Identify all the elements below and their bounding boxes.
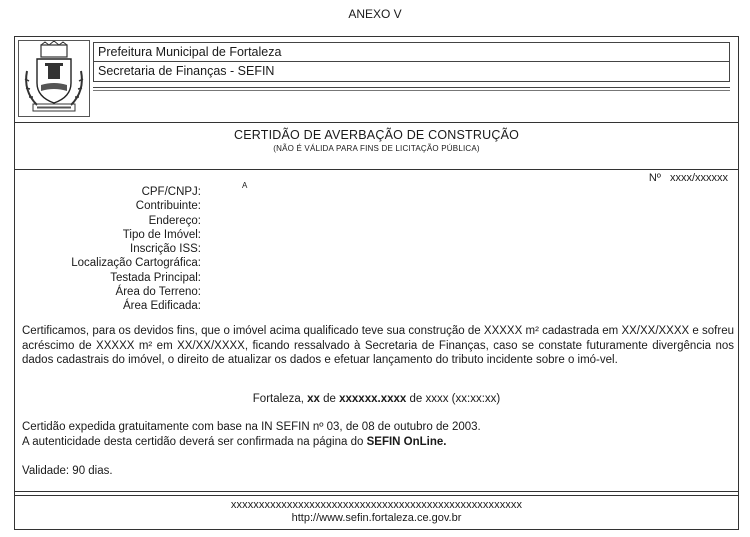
authenticity-note [22,435,734,450]
field-cpf-cnpj: CPF/CNPJ: [141,186,201,198]
place-date-line [15,393,738,405]
certificate-subtitle: (NÃO É VÁLIDA PARA FINS DE LICITAÇÃO PÚBLICA) [273,144,480,153]
certificate-footer [15,491,738,529]
field-localizacao: Localização Cartográfica: [71,257,201,270]
date-day: xx [307,393,320,405]
number-value: xxxx/xxxxxx [669,172,728,184]
number-label: Nº [648,172,661,184]
annex-title: ANEXO V [348,7,402,21]
issuance-paragraph [22,420,734,449]
certificate-header [15,37,738,123]
certificate-title: CERTIDÃO DE AVERBAÇÃO DE CONSTRUÇÃO [233,128,520,142]
coat-of-arms-icon [19,41,89,116]
coat-of-arms-logo [18,40,90,117]
field-area-edificada: Área Edificada: [123,300,201,313]
footer-divider [15,495,738,496]
small-mark: A [242,181,248,190]
field-testada: Testada Principal: [110,271,201,284]
field-contribuinte: Contribuinte: [135,200,201,213]
certification-paragraph: Certificamos, para os devidos fins, que o imóvel acima qualificado teve sua construção de XXXXX m² cadastrada em XX/XX/XXXX e sofreu acréscimo de XXXXX m² em XX/XX/XXXX, ficando ressalvado à Secretaria de Finanças, caso se constate futuramente divergência nos dados cadastrais do imóvel, o direito de atualizar os dados e efetuar lançamento do tributo incidente sobre o imó-vel. [22,325,734,367]
municipality-name: Prefeitura Municipal de Fortaleza [93,42,730,62]
header-divider-secondary [93,90,730,91]
sefin-url: http://www.sefin.fortaleza.ce.gov.br [291,512,462,524]
field-inscricao-iss: Inscrição ISS: [130,243,201,256]
field-endereco: Endereço: [148,214,201,227]
certificate-frame [14,36,739,530]
title-block [15,122,738,170]
validity-text: Validade: 90 dias. [22,465,113,477]
date-de: de [323,393,336,405]
verification-code: xxxxxxxxxxxxxxxxxxxxxxxxxxxxxxxxxxxxxxxxxxxxxxxxxxxx [230,499,523,511]
field-area-terreno: Área do Terreno: [115,286,201,299]
date-month: xxxxxx.xxxx [339,393,407,405]
issuance-basis: Certidão expedida gratuitamente com base na IN SEFIN nº 03, de 08 de outubro de 2003. [22,421,481,433]
sefin-online-label: SEFIN OnLine. [366,435,447,448]
certificate-number [649,172,728,184]
header-divider [93,87,730,88]
field-tipo-imovel: Tipo de Imóvel: [122,228,201,241]
city-prefix: Fortaleza, [252,393,304,405]
field-labels [15,185,201,314]
date-year-time: de xxxx (xx:xx:xx) [409,393,501,405]
authenticity-text: A autenticidade desta certidão deverá ser confirmada na página do [22,435,364,448]
department-name: Secretaria de Finanças - SEFIN [93,62,730,82]
